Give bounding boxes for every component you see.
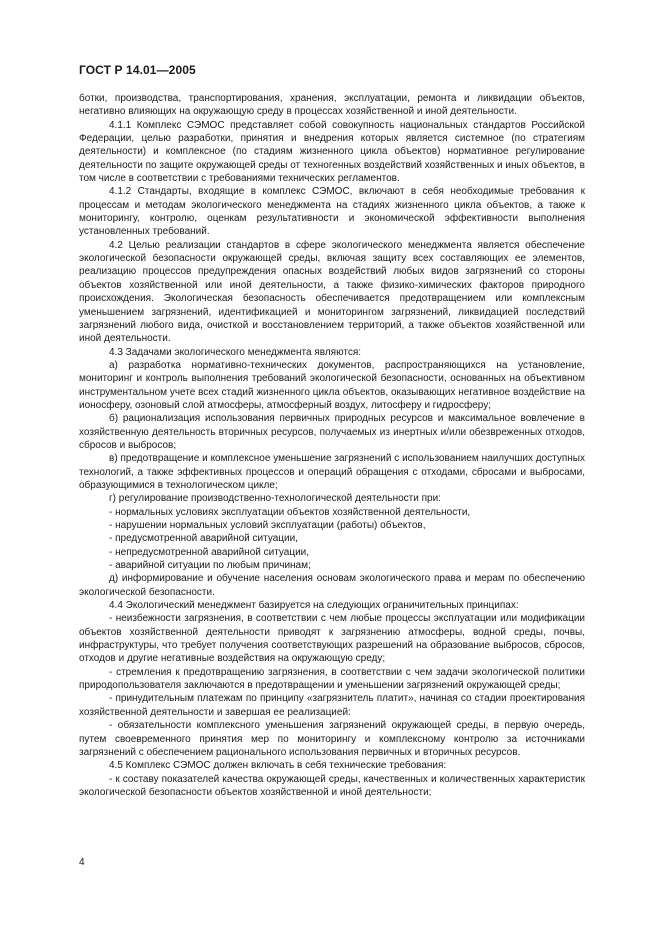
list-item-v: в) предотвращение и комплексное уменьшение загрязнений с использованием наилучших доступных технологий, а также эффективных процессов и операций обращения с отходами, сбросами и выбросами, образующимися в технологическом цикле;: [79, 453, 585, 491]
list-item-d: д) информирование и обучение населения основам экологического права и мерам по обеспечению экологической безопасности.: [79, 573, 585, 598]
list-item-g: г) регулирование производственно-технологической деятельности при:: [109, 493, 441, 505]
paragraph-4-1-2: 4.1.2 Стандарты, входящие в комплекс СЭМОС, включают в себя необходимые требования к процессам и методам экологического менеджмента на стадиях жизненного цикла объектов, а также к мониторингу, контролю, оценкам результативности и экономической эффективности выполнения установленных требований.: [79, 186, 585, 238]
list-subitem: - предусмотренной аварийной ситуации,: [109, 533, 298, 545]
paragraph-4-5: 4.5 Комплекс СЭМОС должен включать в себя технические требования:: [109, 760, 447, 772]
list-subitem: - стремления к предотвращению загрязнения, в соответствии с чем задачи экологической политики природопользователя заключаются в предотвращении и уменьшении загрязнений окружающей среды;: [79, 666, 585, 692]
document-header: ГОСТ Р 14.01—2005: [79, 63, 196, 77]
list-subitem: - обязательности комплексного уменьшения загрязнений окружающей среды, в первую очередь, путем своевременного принятия мер по мониторингу и комплексному контролю за источниками загрязнений с обеспечением рационального использования первичных и вторичных ресурсов.: [79, 720, 585, 758]
list-subitem: - принудительным платежам по принципу «загрязнитель платит», начиная со стадии проектирования хозяйственной деятельности и завершая ее реализацией:: [79, 693, 585, 718]
paragraph-4-1-1: 4.1.1 Комплекс СЭМОС представляет собой совокупность национальных стандартов Российской Федерации, целью разработки, принятия и внедрения которых является системное (по стратегиям деятельности) и комплексное (по стадиям жизненного цикла объектов) нормативное регулирование деятельности по защите окружающей среды от техногенных воздействий хозяйственных и иных объектов, в том числе в соответствии с требованиями технических регламентов.: [79, 119, 585, 185]
list-subitem: - непредусмотренной аварийной ситуации,: [109, 546, 310, 558]
list-subitem: - аварийной ситуации по любым причинам;: [109, 560, 311, 572]
paragraph-4-4: 4.4 Экологический менеджмент базируется на следующих ограничительных принципах:: [109, 600, 519, 612]
page-number: 4: [79, 857, 85, 868]
list-item-b: б) рационализация использования первичных природных ресурсов и максимальное вовлечение в хозяйственную деятельность вторичных ресурсов, получаемых из инертных и/или обезвреженных отходов, сбросов и выбросов;: [79, 413, 585, 451]
list-subitem: - к составу показателей качества окружающей среды, качественных и количественных характеристик экологической безопасности объектов хозяйственной и иной деятельности;: [79, 773, 585, 798]
paragraph: ботки, производства, транспортирования, хранения, эксплуатации, ремонта и ликвидации объектов, негативно влияющих на окружающую среду в процессах хозяйственной и иной деятельности.: [79, 93, 585, 118]
list-subitem: - нарушении нормальных условий эксплуатации (работы) объектов,: [109, 520, 426, 531]
list-subitem: - нормальных условиях эксплуатации объектов хозяйственной деятельности,: [109, 506, 471, 518]
document-body: [79, 92, 585, 799]
list-item-a: а) разработка нормативно-технических документов, распространяющихся на установление, мониторинг и контроль выполнения требований экологической безопасности, основанных на объективном инструментальном учете всех стадий жизненного цикла объектов, оказывающих негативное воздействие на ионосферу, озоновый слой атмосферы, атмосферный воздух, литосферу и гидросферу;: [79, 359, 585, 411]
list-subitem: - неизбежности загрязнения, в соответствии с чем любые процессы эксплуатации или модификации объектов хозяйственной деятельности приводят к загрязнению атмосферы, водной среды, почвы, инфраструктуры, что требует получения соответствующих разрешений на образование выбросов, сбросов, отходов и другие негативные воздействия на окружающую среду;: [79, 613, 585, 665]
paragraph-4-2: 4.2 Целью реализации стандартов в сфере экологического менеджмента является обеспечение экологической безопасности окружающей среды, включая защиту всех составляющих ее элементов, реализацию процессов предупреждения опасных воздействий любых видов загрязнений со стороны объектов хозяйственной или иной деятельности, а также физико-химических факторов природного происхождения. Экологическая безопасность обеспечивается предотвращением или комплексным уменьшением загрязнений, идентификацией и мониторингом загрязнений, ликвидацией последствий загрязнений любого вида, очисткой и восстановлением территорий, а также объектов хозяйственной или иной деятельности.: [79, 239, 585, 345]
paragraph-4-3: 4.3 Задачами экологического менеджмента являются:: [109, 346, 362, 358]
